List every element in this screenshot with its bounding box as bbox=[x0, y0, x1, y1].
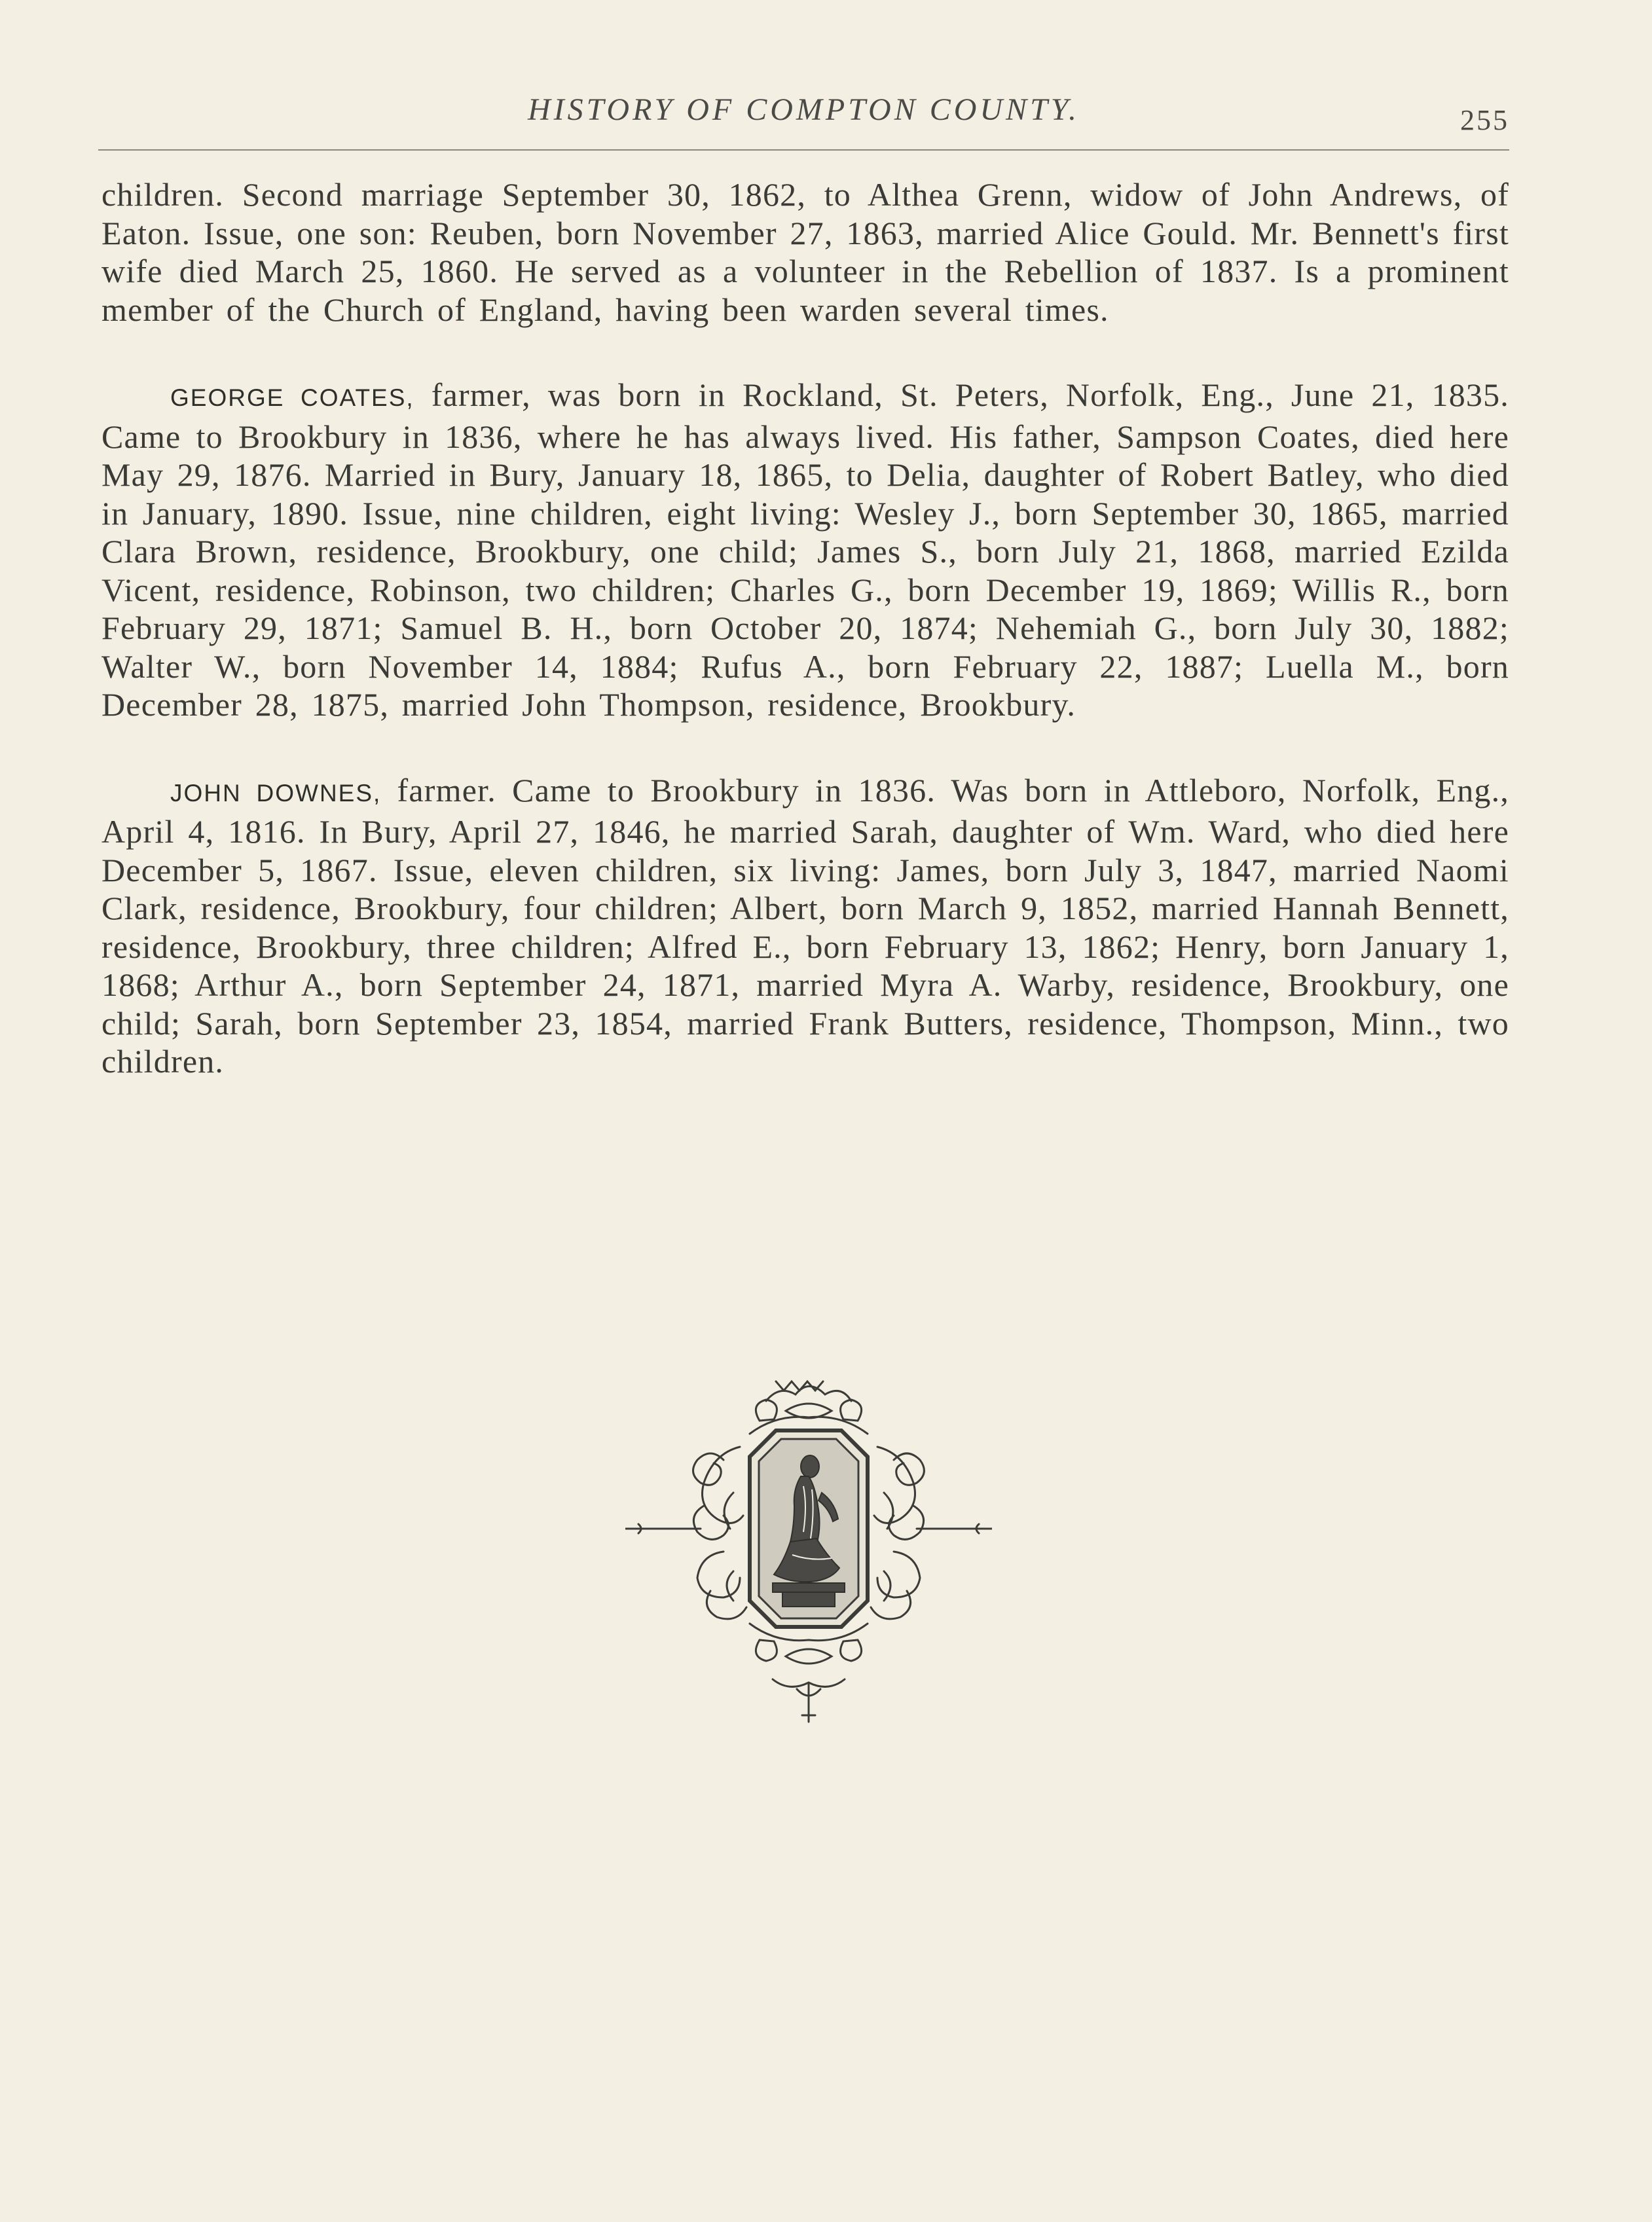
entry-text: farmer. Came to Brookbury in 1836. Was born in Attleboro, Norfolk, Eng., April 4, 1816. In Bury, April 27, 1846, he married Sarah, daughter of Wm. Ward, who died here December 5, 1867. Issue, eleven children, six living: James, born July 3, 1847, married Naomi Clark, residence, Brookbury, four children; Albert, born March 9, 1852, married Hannah Bennett, residence, Brookbury, three children; Alfred E., born February 13, 1862; Henry, born January 1, 1868; Arthur A., born September 24, 1871, married Myra A. Warby, residence, Brookbury, one child; Sarah, born September 23, 1854, married Frank Butters, residence, Thompson, Minn., two children. bbox=[101, 771, 1509, 1080]
seated-muse-vignette-icon bbox=[625, 1375, 992, 1728]
entry-john-downes bbox=[101, 771, 1509, 1081]
body-text bbox=[101, 175, 1509, 1128]
entry-text: farmer, was born in Rockland, St. Peters, Norfolk, Eng., June 21, 1835. Came to Brookbury in 1836, where he has always lived. His father, Sampson Coates, died here May 29, 1876. Married in Bury, January 18, 1865, to Delia, daughter of Robert Batley, who died in January, 1890. Issue, nine children, eight living: Wesley J., born September 30, 1865, married Clara Brown, residence, Brookbury, one child; James S., born July 21, 1868, married Ezilda Vicent, residence, Robinson, two children; Charles G., born December 19, 1869; Willis R., born February 29, 1871; Samuel B. H., born October 20, 1874; Nehemiah G., born July 30, 1882; Walter W., born November 14, 1884; Rufus A., born February 22, 1887; Luella M., born December 28, 1875, married John Thompson, residence, Brookbury. bbox=[101, 376, 1510, 723]
running-title: HISTORY OF COMPTON COUNTY. bbox=[527, 92, 1080, 127]
running-head bbox=[98, 92, 1509, 151]
paragraph-continuation bbox=[101, 175, 1509, 329]
entry-name: GEORGE COATES, bbox=[170, 384, 414, 411]
header-rule bbox=[98, 149, 1509, 151]
page-number: 255 bbox=[1460, 104, 1509, 136]
ornament-drawing bbox=[625, 1375, 992, 1728]
entry-name: JOHN DOWNES, bbox=[170, 779, 382, 807]
paragraph-text: children. Second marriage September 30, 1862, to Althea Grenn, widow of John Andrews, of Eaton. Issue, one son: Reuben, born November 27, 1863, married Alice Gould. Mr. Bennett's first wife died March 25, 1860. He served as a volunteer in the Rebellion of 1837. Is a prominent member of the Church of England, having been warden several times. bbox=[101, 176, 1509, 328]
entry-george-coates bbox=[101, 376, 1509, 724]
